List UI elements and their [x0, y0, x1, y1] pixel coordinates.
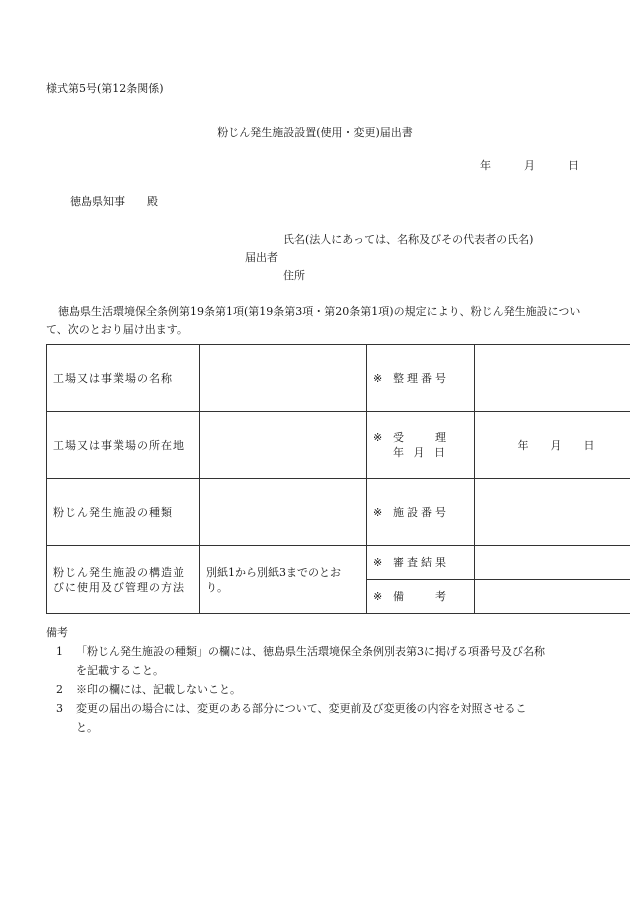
- applicant-name-label: 氏名(法人にあっては、名称及びその代表者の氏名): [283, 233, 534, 246]
- office-label: [367, 546, 475, 580]
- facility-type-field[interactable]: [200, 479, 367, 546]
- office-label: [367, 412, 475, 479]
- receipt-date-field: 年 月 日: [475, 412, 630, 479]
- facility-number-label: 施設番号: [393, 505, 449, 519]
- row-label: 工場又は事業場の所在地: [47, 412, 200, 479]
- factory-location-field[interactable]: [200, 412, 367, 479]
- remarks-label: 備 考: [393, 590, 449, 603]
- date-line: [480, 157, 579, 173]
- facility-number-field: [475, 479, 630, 546]
- table-row: [47, 345, 630, 412]
- date-year: 年: [480, 159, 491, 172]
- reference-number-field: [475, 345, 630, 412]
- row-label: 工場又は事業場の名称: [47, 345, 200, 412]
- note-text-continued: と。: [76, 721, 98, 734]
- table-row: [47, 546, 630, 580]
- structure-method-field[interactable]: 別紙1から別紙3までのとおり。: [200, 546, 367, 614]
- note-item: [56, 642, 584, 680]
- note-number: 2: [56, 683, 63, 696]
- factory-name-field[interactable]: [200, 345, 367, 412]
- applicant-address-label: 住所: [283, 269, 305, 282]
- reference-number-label: 整理番号: [393, 371, 449, 385]
- row-label: 粉じん発生施設の種類: [47, 479, 200, 546]
- note-number: 3: [56, 702, 63, 715]
- review-result-field: [475, 546, 630, 580]
- table-row: [47, 479, 630, 546]
- notes-heading: 備考: [46, 626, 68, 639]
- note-item: [56, 699, 584, 737]
- notification-table: [46, 344, 630, 614]
- office-label: [367, 479, 475, 546]
- office-label: [367, 345, 475, 412]
- form-title: 粉じん発生施設設置(使用・変更)届出書: [217, 126, 413, 139]
- addressee: 徳島県知事 殿: [70, 195, 158, 208]
- office-mark: ※: [373, 556, 386, 569]
- note-text-continued: を記載すること。: [76, 664, 164, 677]
- table-row: [47, 412, 630, 479]
- office-mark: ※: [373, 431, 386, 444]
- receipt-label: 受 理: [393, 431, 449, 444]
- note-text: ※印の欄には、記載しないこと。: [76, 683, 241, 696]
- applicant-role-label: 届出者: [245, 251, 278, 264]
- office-mark: ※: [373, 590, 386, 603]
- note-number: 1: [56, 645, 63, 658]
- body-text: 徳島県生活環境保全条例第19条第1項(第19条第3項・第20条第1項)の規定により、粉じん発生施設について、次のとおり届け出ます。: [46, 305, 581, 336]
- office-mark: ※: [373, 371, 386, 385]
- row-label: 粉じん発生施設の構造並びに使用及び管理の方法: [47, 546, 200, 614]
- note-item: [56, 680, 584, 699]
- date-day: 日: [568, 159, 579, 172]
- form-number: 様式第5号(第12条関係): [46, 82, 164, 95]
- receipt-date-label: 年 月 日: [393, 446, 448, 459]
- review-result-label: 審査結果: [393, 556, 449, 569]
- office-mark: ※: [373, 505, 386, 519]
- date-month: 月: [524, 159, 535, 172]
- remarks-field: [475, 580, 630, 614]
- note-text: 「粉じん発生施設の種類」の欄には、徳島県生活環境保全条例別表第3に掲げる項番号及び名称: [76, 645, 545, 658]
- note-text: 変更の届出の場合には、変更のある部分について、変更前及び変更後の内容を対照させるこ: [76, 702, 527, 715]
- office-label: [367, 580, 475, 614]
